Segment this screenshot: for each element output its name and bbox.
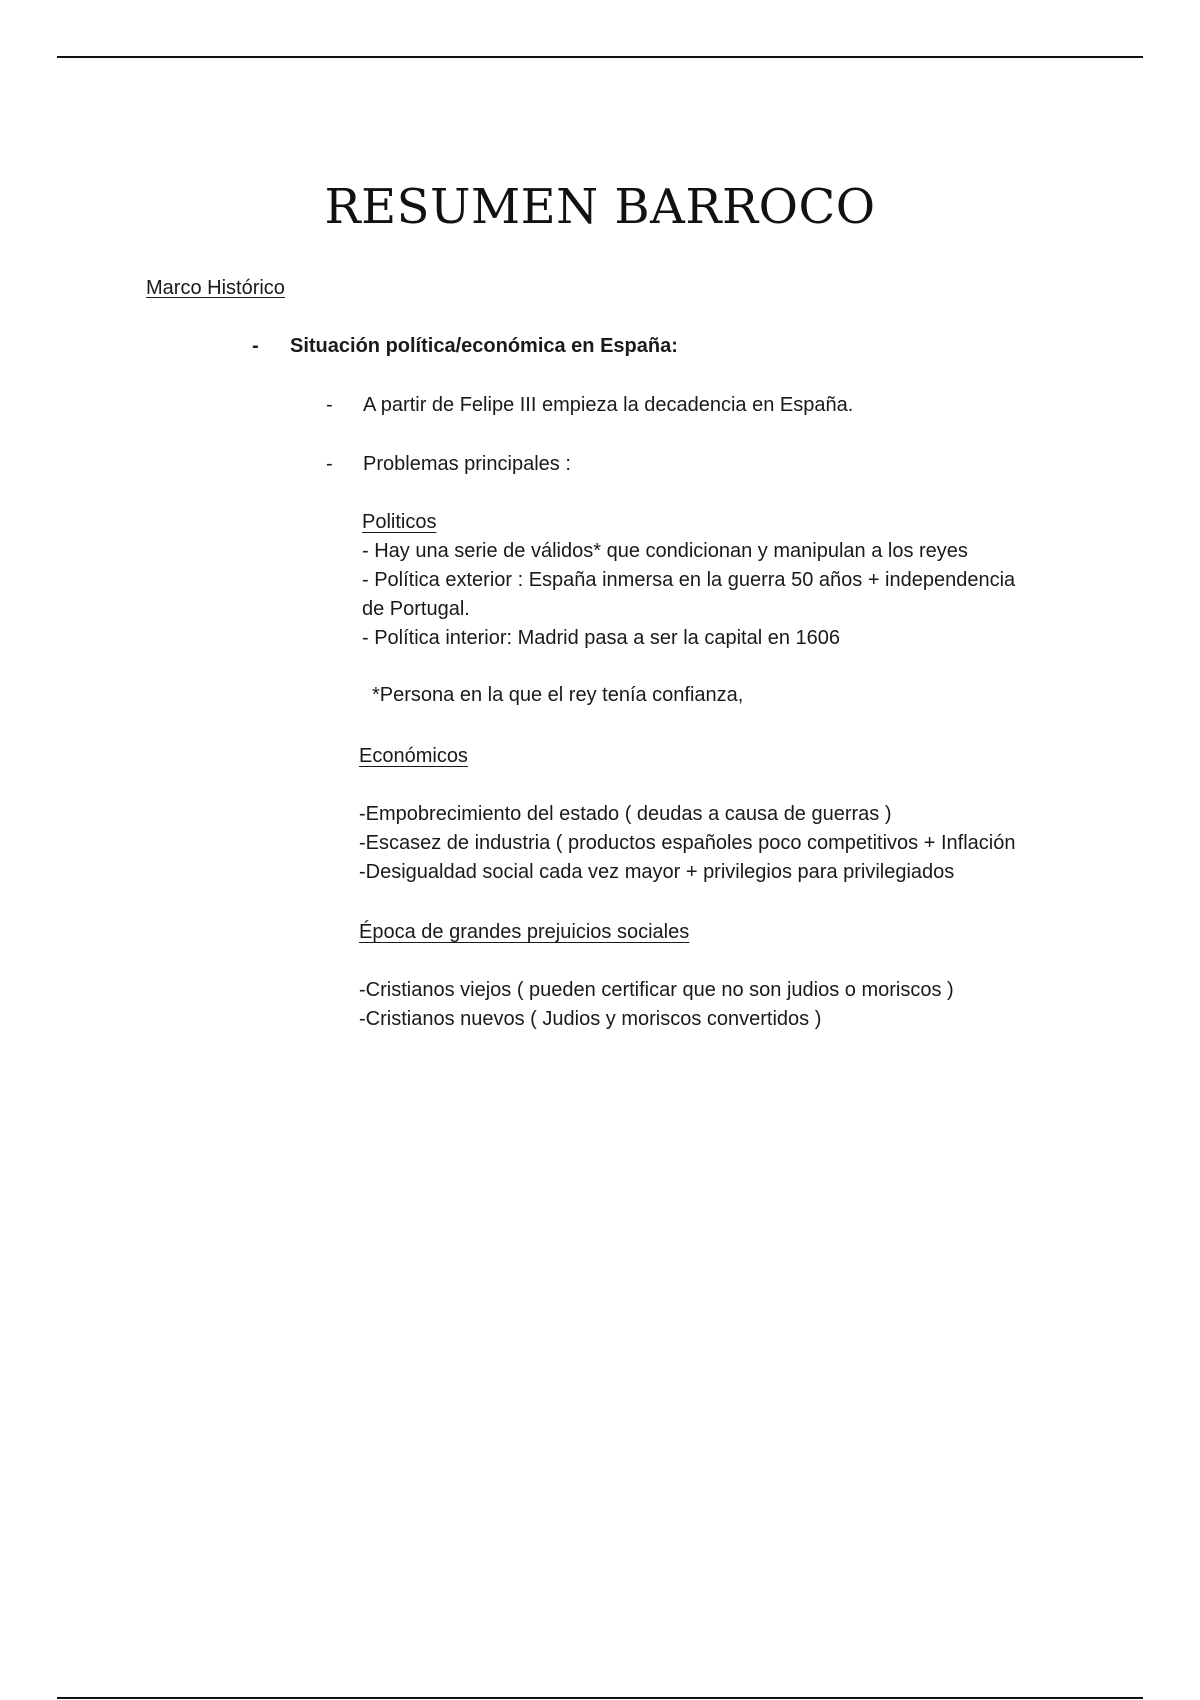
header-rule	[57, 56, 1143, 58]
economicos-line: -Empobrecimiento del estado ( deudas a causa de guerras )	[359, 803, 892, 825]
section-heading-marco-historico: Marco Histórico	[146, 277, 285, 299]
list-item-problemas	[326, 452, 571, 476]
bullet-dash: -	[326, 453, 333, 475]
list-item-text: Situación política/económica en España:	[290, 335, 678, 357]
bullet-dash: -	[326, 394, 333, 416]
page-title: RESUMEN BARROCO	[324, 179, 876, 236]
bullet-dash: -	[252, 335, 259, 357]
list-item-felipe	[326, 393, 853, 417]
footer-rule	[57, 1697, 1143, 1699]
prejuicios-heading: Época de grandes prejuicios sociales	[359, 921, 690, 943]
politicos-block	[362, 508, 1015, 653]
economicos-line: -Escasez de industria ( productos españoles poco competitivos + Inflación	[359, 832, 1016, 854]
list-item-situacion	[252, 334, 678, 358]
prejuicios-line: -Cristianos nuevos ( Judios y moriscos convertidos )	[359, 1008, 822, 1030]
economicos-heading-row	[359, 742, 468, 771]
validos-footnote: *Persona en la que el rey tenía confianza,	[372, 684, 744, 706]
politicos-line: - Política interior: Madrid pasa a ser la capital en 1606	[362, 627, 841, 649]
politicos-line: de Portugal.	[362, 598, 470, 620]
list-item-text: Problemas principales :	[363, 453, 571, 475]
politicos-line: - Política exterior : España inmersa en la guerra 50 años + independencia	[362, 569, 1016, 591]
list-item-text: A partir de Felipe III empieza la decadencia en España.	[363, 394, 854, 416]
politicos-line: - Hay una serie de válidos* que condicionan y manipulan a los reyes	[362, 540, 968, 562]
prejuicios-heading-row	[359, 918, 689, 947]
politicos-heading: Politicos	[362, 511, 437, 533]
economicos-heading: Económicos	[359, 745, 468, 767]
prejuicios-line: -Cristianos viejos ( pueden certificar que no son judios o moriscos )	[359, 979, 954, 1001]
economicos-block	[359, 800, 1015, 887]
economicos-line: -Desigualdad social cada vez mayor + privilegios para privilegiados	[359, 861, 955, 883]
prejuicios-block	[359, 976, 954, 1034]
